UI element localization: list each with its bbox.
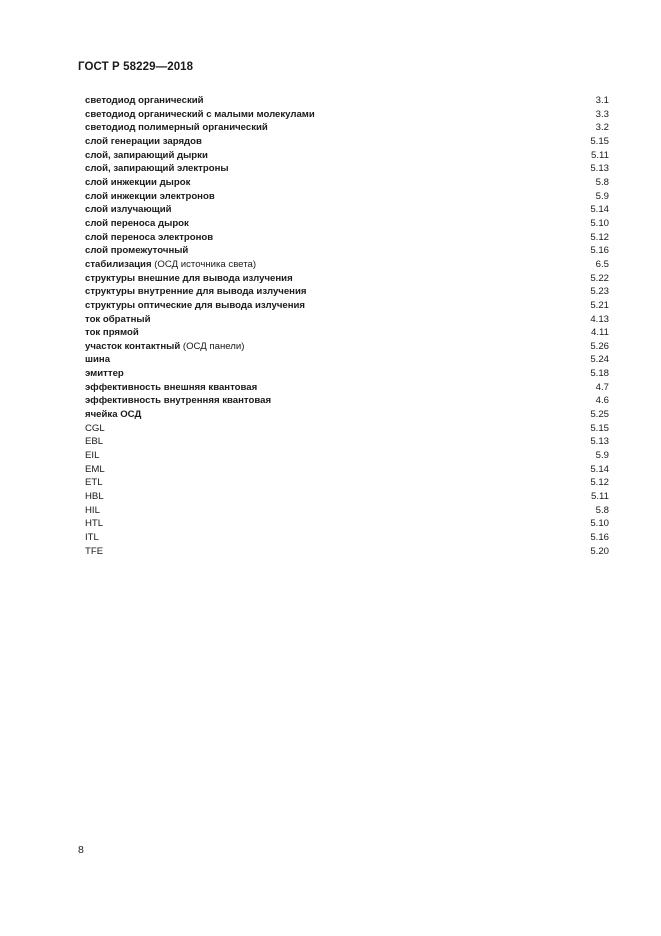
index-term (85, 435, 103, 449)
index-term-text: ячейка ОСД (85, 409, 142, 421)
index-term (85, 381, 257, 395)
index-reference-number: 5.14 (590, 204, 609, 216)
index-reference-number: 5.20 (590, 545, 609, 557)
index-term-text: слой переноса электронов (85, 231, 214, 243)
index-term-text: HTL (85, 518, 104, 530)
index-reference-number: 5.18 (590, 368, 609, 380)
index-reference-number: 4.13 (590, 313, 609, 325)
index-term (85, 108, 315, 122)
index-term (85, 545, 103, 559)
index-entry (85, 326, 609, 340)
index-entry (85, 545, 609, 559)
index-reference-number: 5.14 (590, 463, 609, 475)
index-term (85, 121, 268, 135)
index-term-text: структуры внешние для вывода излучения (85, 272, 293, 284)
index-term-text: CGL (85, 422, 105, 434)
index-term-text: структуры внутренние для вывода излучения (85, 286, 307, 298)
index-term (85, 149, 208, 163)
index-reference-number: 4.11 (591, 327, 609, 339)
index-entry (85, 490, 609, 504)
index-term-text: слой генерации зарядов (85, 135, 202, 147)
index-reference-number: 5.9 (595, 190, 609, 202)
index-term (85, 504, 100, 518)
index-reference-number: 5.23 (590, 286, 609, 298)
index-term-text: эффективность внешняя квантовая (85, 381, 258, 393)
index-term-text: ток прямой (85, 327, 139, 339)
index-entry (85, 217, 609, 231)
index-entry (85, 463, 609, 477)
index-term-text: стабилизация (85, 258, 152, 270)
index-entry (85, 340, 609, 354)
index-term (85, 313, 150, 327)
index-term (85, 394, 271, 408)
index-entry (85, 531, 609, 545)
index-term-text: шина (85, 354, 111, 366)
index-entry (85, 367, 609, 381)
index-entry (85, 121, 609, 135)
index-term (85, 422, 105, 436)
index-term-text: слой инжекции электронов (85, 190, 215, 202)
index-term-text: слой инжекции дырок (85, 176, 191, 188)
index-term-text: TFE (85, 545, 104, 557)
index-term-text: ITL (85, 532, 99, 543)
index-entry (85, 517, 609, 531)
index-entry (85, 285, 609, 299)
index-term (85, 231, 213, 245)
index-reference-number: 5.22 (590, 272, 609, 284)
index-entry (85, 394, 609, 408)
index-entry (85, 353, 609, 367)
index-reference-number: 5.15 (590, 135, 609, 147)
index-entry (85, 231, 609, 245)
index-reference-number: 5.12 (590, 477, 609, 489)
index-term-text: светодиод полимерный органический (85, 122, 268, 134)
index-reference-number: 5.11 (591, 491, 609, 503)
index-term (85, 244, 188, 258)
index-reference-number: 3.3 (595, 108, 609, 120)
index-term-text: эффективность внутренняя квантовая (85, 395, 272, 407)
index-term (85, 162, 229, 176)
index-term (85, 353, 110, 367)
index-entry (85, 476, 609, 490)
index-entry (85, 313, 609, 327)
page-number: 8 (78, 844, 84, 856)
index-term-text: светодиод органический (85, 95, 204, 106)
index-term-text: слой, запирающий электроны (85, 163, 229, 175)
index-entry (85, 435, 609, 449)
index-entry (85, 422, 609, 436)
index-reference-number: 5.25 (590, 409, 609, 421)
document-header: ГОСТ Р 58229—2018 (78, 61, 194, 73)
index-term-text: структуры оптические для вывода излучения (85, 299, 306, 311)
index-entry (85, 108, 609, 122)
index-term (85, 272, 293, 286)
index-term-text: светодиод органический с малыми молекулами (85, 108, 315, 120)
index-term (85, 517, 103, 531)
index-term-text: EML (85, 463, 105, 475)
index-entry (85, 135, 609, 149)
index-reference-number: 5.13 (590, 436, 609, 448)
index-reference-number: 4.7 (595, 381, 609, 393)
index-reference-number: 5.11 (591, 149, 609, 161)
index-term-text: слой, запирающий дырки (85, 149, 208, 161)
index-term (85, 94, 204, 108)
index-reference-number: 5.10 (590, 518, 609, 530)
index-term (85, 217, 189, 231)
index-term (85, 285, 306, 299)
index-term-text: участок контактный (85, 340, 181, 352)
index-term-text: слой переноса дырок (85, 217, 189, 229)
index-reference-number: 5.16 (590, 245, 609, 257)
index-term (85, 135, 202, 149)
index-term-text: HBL (85, 491, 104, 503)
index-entry (85, 381, 609, 395)
index-term-text: слой промежуточный (85, 245, 189, 257)
index-entry (85, 244, 609, 258)
term-index-list (85, 94, 609, 558)
index-reference-number: 5.8 (595, 504, 609, 516)
index-reference-number: 6.5 (595, 258, 609, 270)
index-entry (85, 272, 609, 286)
index-term (85, 463, 105, 477)
index-entry (85, 408, 609, 422)
index-entry (85, 203, 609, 217)
index-term (85, 176, 190, 190)
index-entry (85, 94, 609, 108)
index-reference-number: 5.13 (590, 163, 609, 175)
index-term (85, 531, 99, 545)
index-entry (85, 449, 609, 463)
index-reference-number: 5.24 (590, 354, 609, 366)
index-term-note: (ОСД источника света) (151, 258, 257, 270)
index-term (85, 190, 215, 204)
index-entry (85, 162, 609, 176)
index-term-note: (ОСД панели) (180, 340, 245, 352)
index-term-text: ток обратный (85, 313, 151, 325)
index-reference-number: 5.16 (590, 532, 609, 543)
index-term (85, 340, 244, 354)
index-term-text: EIL (85, 450, 100, 462)
index-reference-number: 5.26 (590, 340, 609, 352)
index-term-text: EBL (85, 436, 104, 448)
index-reference-number: 4.6 (595, 395, 609, 407)
index-term (85, 476, 103, 490)
index-reference-number: 5.8 (595, 176, 609, 188)
index-entry (85, 258, 609, 272)
index-term (85, 203, 172, 217)
index-reference-number: 3.2 (595, 122, 609, 134)
index-term (85, 367, 124, 381)
index-term (85, 449, 99, 463)
index-term-text: слой излучающий (85, 204, 172, 216)
index-term (85, 326, 139, 340)
index-term-text: HIL (85, 504, 100, 516)
index-entry (85, 299, 609, 313)
index-entry (85, 504, 609, 518)
index-entry (85, 176, 609, 190)
index-term (85, 408, 141, 422)
index-reference-number: 5.12 (590, 231, 609, 243)
index-reference-number: 5.21 (590, 299, 609, 311)
index-term (85, 258, 256, 272)
index-reference-number: 5.10 (590, 217, 609, 229)
index-reference-number: 5.15 (590, 422, 609, 434)
index-entry (85, 149, 609, 163)
index-term-text: ETL (85, 477, 103, 489)
index-term-text: эмиттер (85, 368, 124, 380)
index-entry (85, 190, 609, 204)
index-term (85, 490, 104, 504)
index-reference-number: 3.1 (595, 95, 609, 106)
index-term (85, 299, 305, 313)
index-reference-number: 5.9 (595, 450, 609, 462)
